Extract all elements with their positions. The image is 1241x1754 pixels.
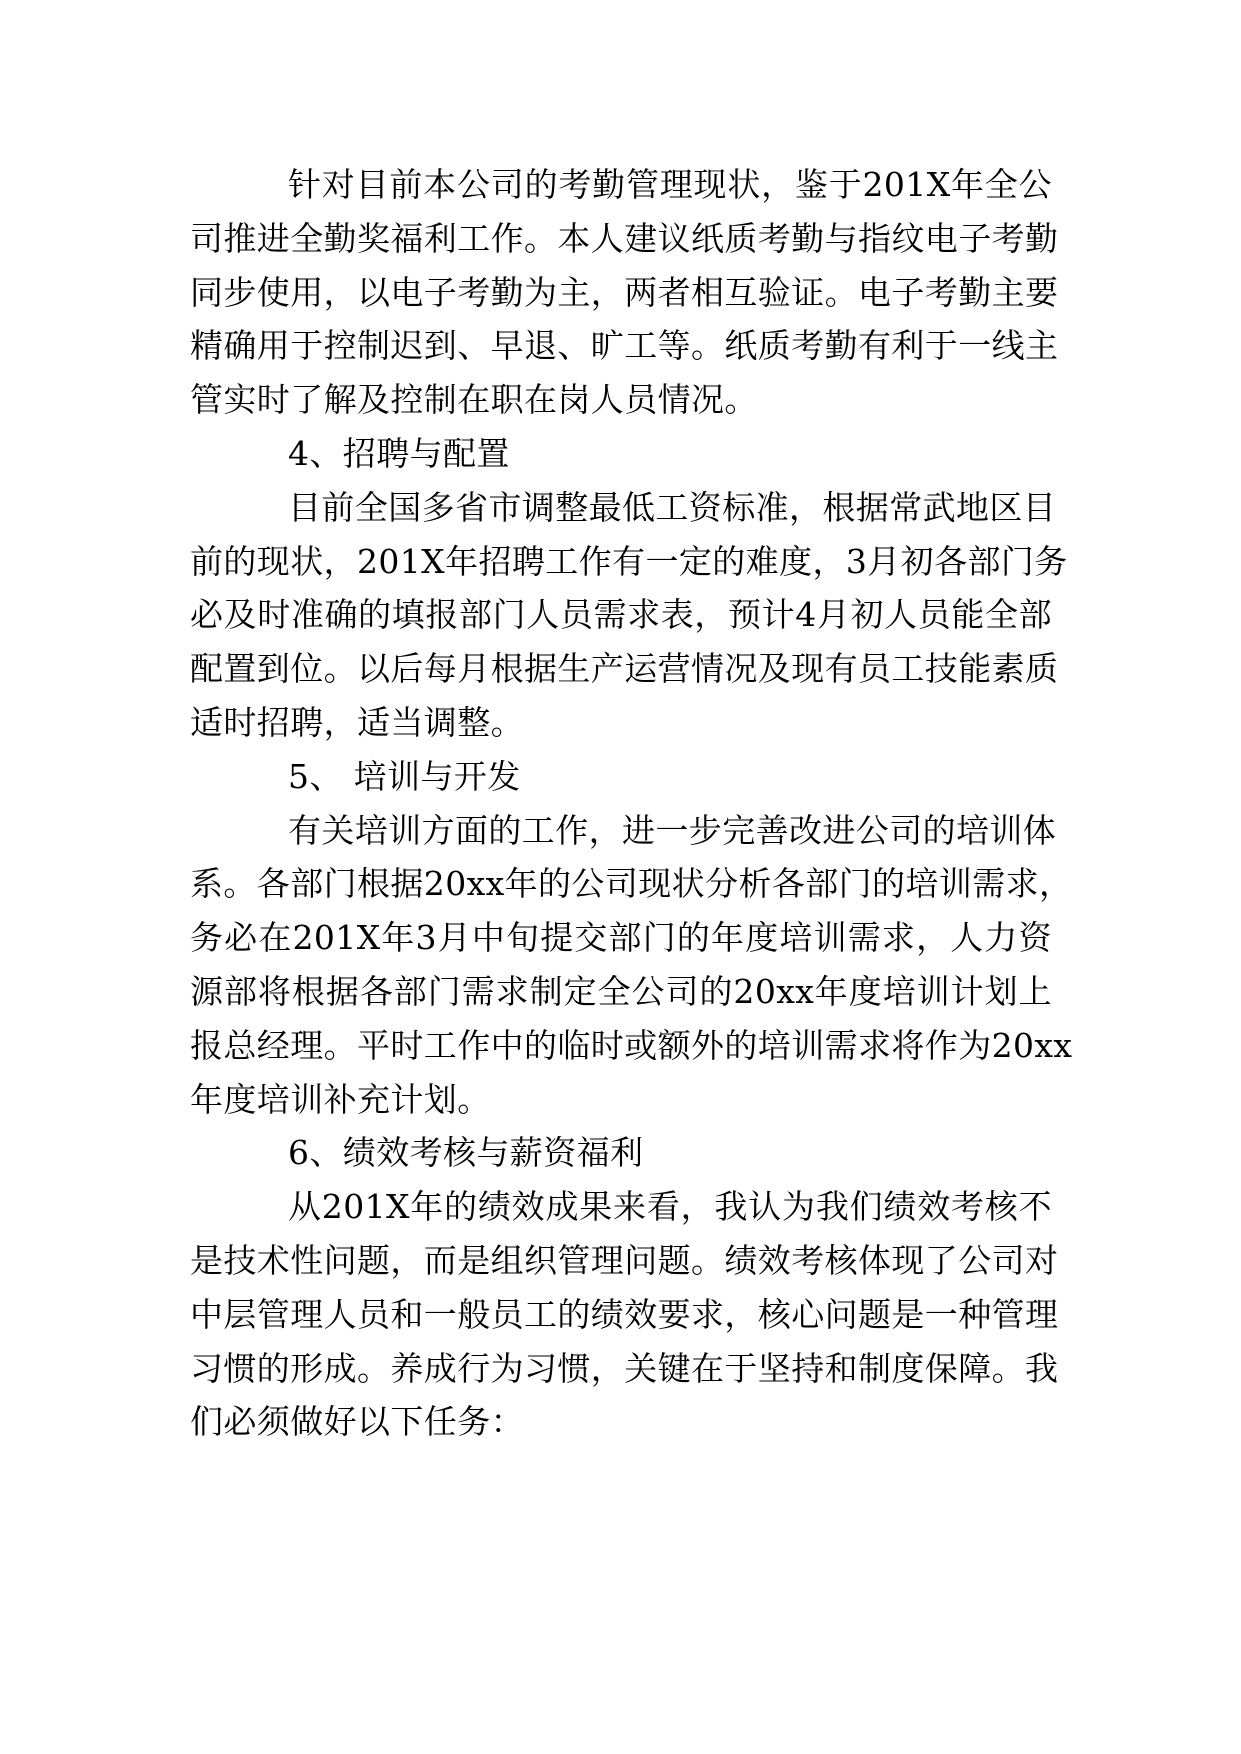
- text-line: 配置到位。以后每月根据生产运营情况及现有员工技能素质: [190, 649, 1059, 689]
- text-line: 中层管理人员和一般员工的绩效要求，核心问题是一种管理: [190, 1294, 1059, 1334]
- text-line: 适时招聘，适当调整。: [190, 702, 524, 742]
- text-line: 习惯的形成。养成行为习惯，关键在于坚持和制度保障。我: [190, 1348, 1059, 1388]
- text-line: 系。各部门根据20xx年的公司现状分析各部门的培训需求，: [190, 864, 1073, 904]
- text-line: 年度培训补充计划。: [190, 1079, 491, 1119]
- text-line: 针对目前本公司的考勤管理现状，鉴于201X年全公: [288, 165, 1052, 204]
- section-heading-training: 5、 培训与开发: [288, 756, 521, 796]
- text-line: 精确用于控制迟到、早退、旷工等。纸质考勤有利于一线主: [190, 326, 1059, 366]
- text-line: 从201X年的绩效成果来看，我认为我们绩效考核不: [288, 1187, 1052, 1227]
- text-line: 必及时准确的填报部门人员需求表，预计4月初人员能全部: [190, 595, 1052, 635]
- text-line: 务必在201X年3月中旬提交部门的年度培训需求，人力资: [190, 918, 1052, 958]
- text-line: 管实时了解及控制在职在岗人员情况。: [190, 380, 758, 420]
- section-heading-recruitment: 4、招聘与配置: [288, 433, 510, 473]
- text-line: 们必须做好以下任务：: [190, 1402, 524, 1442]
- text-line: 目前全国多省市调整最低工资标准，根据常武地区目: [288, 487, 1057, 527]
- paragraph-recruitment: [190, 481, 1068, 750]
- paragraph-performance: [190, 1180, 1059, 1449]
- document-page: [190, 158, 1073, 1449]
- text-line: 是技术性问题，而是组织管理问题。绩效考核体现了公司对: [190, 1240, 1059, 1280]
- paragraph-training: [190, 804, 1073, 1127]
- text-line: 报总经理。平时工作中的临时或额外的培训需求将作为20xx: [190, 1025, 1073, 1065]
- text-line: 源部将根据各部门需求制定全公司的20xx年度培训计划上: [190, 971, 1052, 1011]
- text-line: 同步使用，以电子考勤为主，两者相互验证。电子考勤主要: [190, 272, 1059, 312]
- section-heading-performance: 6、绩效考核与薪资福利: [288, 1133, 644, 1173]
- paragraph-attendance: [190, 158, 1059, 427]
- text-line: 前的现状，201X年招聘工作有一定的难度，3月初各部门务: [190, 541, 1068, 581]
- text-line: 司推进全勤奖福利工作。本人建议纸质考勤与指纹电子考勤: [190, 218, 1059, 258]
- text-line: 有关培训方面的工作，进一步完善改进公司的培训体: [288, 810, 1057, 850]
